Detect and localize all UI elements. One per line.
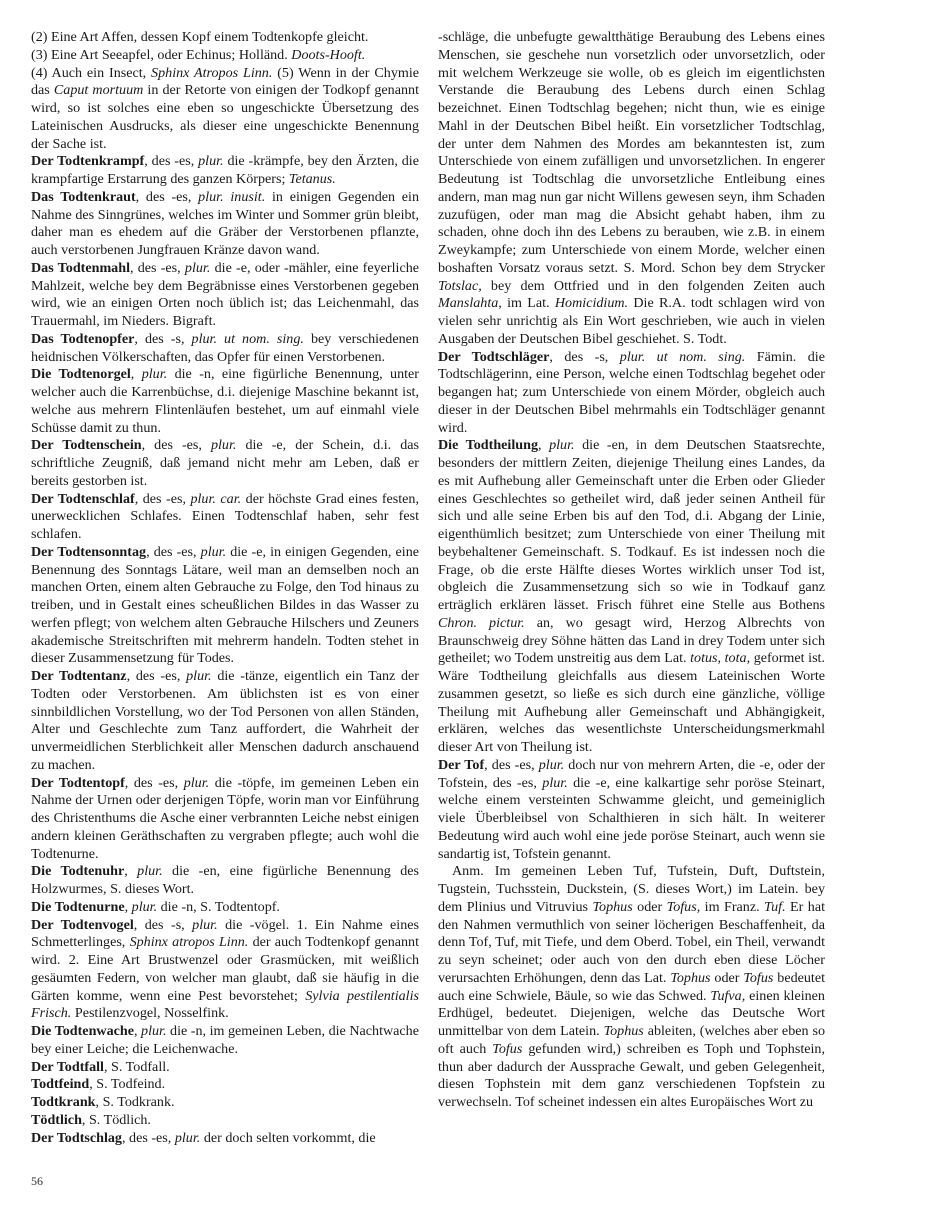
- italic-term: plur. car.: [190, 490, 242, 507]
- entry-text: in der Retorte von einigen der Todkopf genannt wird, so ist solches eine eben so ungeschickte Übersetzung des Lateinischen Ausdrucks, als dieser eine ungeschickte Benennung der Sache ist.: [31, 82, 419, 152]
- entry-text: bey dem Ottfried und in den folgenden Zeiten auch: [481, 277, 825, 294]
- italic-term: plur.: [141, 1023, 167, 1039]
- entry-text: Fämin. die Todtschlägerinn, eine Person, welche einen Todtschlag begehet oder begangen hat; zum Unterschiede von einem Mörder, obgleich auch dieser in der Deutschen Bibel mehrmahls ein Todtschläger genannt wird.: [438, 348, 825, 436]
- entry-text: die -e, in einigen Gegenden, eine Benennung des Sonntags Lätare, weil man an demselben noch an manchen Orten, einem alten Gebrauche zu Folge, den Tod hinaus zu treiben, und in Gestalt eines scheußlichen Bildes in das Wasser zu werfen pflegt; von welchem alten Gebrauche Hilschers und Zeuners akademische Streitschriften mit mehrerm handeln. Todten stehet in dieser Zusammensetzung für Todes.: [31, 543, 419, 667]
- entry-text: (4) Auch ein Insect,: [31, 64, 152, 81]
- entry-text: die -n, S. Todtentopf.: [157, 898, 280, 915]
- entry-text: , S. Tödlich.: [81, 1111, 151, 1128]
- entry-text: ,: [538, 437, 550, 454]
- entry-text: , S. Todfeind.: [89, 1076, 166, 1093]
- entry-text: die -n, im gemeinen Leben, die Nachtwache bey einer Leiche; die Leichenwache.: [31, 1023, 419, 1057]
- entry-text: ,: [124, 863, 138, 880]
- dictionary-entry: [31, 189, 419, 260]
- entry-text: (5) Wenn in der Chymie das: [31, 64, 419, 99]
- entry-text: , des -es,: [130, 259, 185, 276]
- headword: Todtkrank: [31, 1094, 96, 1110]
- dictionary-entry: [31, 366, 419, 437]
- italic-term: plur.: [183, 774, 210, 791]
- dictionary-entry: [31, 331, 419, 367]
- italic-term: Tofus: [743, 969, 774, 986]
- entry-text: Anm. Im gemeinen Leben Tuf, Tufstein, Duft, Duftstein, Tugstein, Tuchsstein, Duckstein, (S. dieses Wort,) im Latein. bey dem Plinius und Vitruvius: [438, 863, 825, 915]
- italic-term: plur. ut nom. sing.: [619, 348, 746, 365]
- italic-term: plur.: [538, 756, 565, 773]
- italic-term: Caput mortuum: [53, 82, 144, 99]
- dictionary-entry: [31, 917, 419, 1024]
- headword: Die Todtenurne: [31, 898, 125, 915]
- entry-text: einen kleinen Erdhügel, bedeutet. Diejenigen, welche das Deutsche Wort unmittelbar von dem Latein.: [438, 987, 825, 1039]
- entry-text: die -en, in dem Deutschen Staatsrechte, besonders der mittlern Zeiten, diejenige Theilung eines Landes, da es mit Aufhebung aller Gemeinschaft unter die Erben oder Glieder eines Geschlechtes so getheilet wird, daß jeder seinen Antheil für sich und alle seine Erben bis auf den Tod, d.i. Abgang der Linie, eigenthümlich besitzet; zum Unterschiede von einer Theilung mit beybehaltener Gemeinschaft. S. Todkauf. Es ist indessen noch die Frage, ob die erste Hälfte dieses Wortes wirklich unser Tod ist, obgleich die Zusammensetzung sich so wie in Todkauf ganz erträglich erklären lässet. Frisch führet eine Stelle aus Bothens: [438, 437, 826, 613]
- italic-term: Homicidium.: [554, 295, 629, 312]
- headword: Der Todtentanz: [31, 668, 127, 684]
- italic-term: Tuf.: [764, 898, 786, 915]
- entry-text: die -e, der Schein, d.i. das schriftliche Zeugniß, daß jemand nicht mehr am Leben, daß er bereits gestorben ist.: [31, 437, 419, 489]
- dictionary-entry: [31, 491, 419, 544]
- italic-term: plur. inusit.: [198, 188, 266, 205]
- italic-term: plur.: [198, 153, 224, 170]
- entry-text: im Lat.: [501, 295, 555, 312]
- entry-text: , S. Todkrank.: [95, 1094, 175, 1110]
- entry-text: in einigen Gegenden ein Nahme des Sinngrünes, welches im Winter und Sommer grün bleibt, daher man es ehedem auf die Gräber der Verstorbenen pflanzte, auch verstorbenen Jungfrauen Kränze davon wand.: [31, 188, 420, 258]
- entry-text: die -e, oder -mähler, eine feyerliche Mahlzeit, welche bey dem Begräbnisse eines Verstorbenen gegeben wird, wie an einigen Orten noch üblich ist; das Leichenmahl, das Trauermahl, im Nieders. Bigraft.: [31, 259, 419, 329]
- entry-text: im Franz.: [700, 898, 765, 915]
- headword: Todtfeind: [31, 1076, 90, 1093]
- italic-term: plur.: [184, 259, 211, 276]
- italic-term: Doots-Hooft.: [291, 46, 366, 63]
- italic-term: Sylvia pestilentialis Frisch.: [31, 987, 419, 1022]
- headword: Der Todtenvogel: [31, 916, 134, 933]
- dictionary-entry: [31, 668, 419, 775]
- entry-text: , des -es,: [144, 153, 199, 170]
- headword: Das Todtenmahl: [31, 259, 130, 276]
- italic-term: plur.: [186, 668, 212, 684]
- entry-text: doch nur von mehrern Arten, die -e, oder der Tofstein, des -es,: [438, 756, 825, 791]
- dictionary-entry: [31, 29, 419, 47]
- entry-text: die -vögel. 1. Ein Nahme eines Schmetterlinges,: [31, 916, 419, 951]
- italic-term: Totslac,: [438, 277, 482, 294]
- italic-term: plur.: [137, 863, 163, 880]
- italic-term: plur. ut nom. sing.: [191, 330, 304, 347]
- italic-term: Tetanus.: [288, 171, 336, 187]
- italic-term: plur.: [131, 898, 158, 915]
- entry-text: Die R.A. todt schlagen wird von vielen sehr unrichtig als Ein Wort geschrieben, wie auch in vielen Ausgaben der Deutschen Bibel geschiehet. S. Todt.: [438, 295, 825, 347]
- italic-term: Chron. pictur.: [438, 614, 525, 631]
- entry-text: ,: [124, 898, 132, 915]
- dictionary-entry: [31, 544, 419, 668]
- dictionary-entry: [31, 1094, 419, 1112]
- right-column: [438, 29, 825, 1112]
- italic-term: plur.: [549, 437, 575, 454]
- entry-text: ,: [130, 366, 142, 383]
- headword: Der Todtenkrampf: [31, 153, 145, 170]
- entry-text: der höchste Grad eines festen, unerwecklichen Schlafes. Einen Todtenschlaf haben, sehr fest schlafen.: [31, 490, 420, 542]
- italic-term: plur.: [542, 774, 568, 791]
- entry-text: die -töpfe, im gemeinen Leben ein Nahme der Urnen oder derjenigen Töpfe, worin man vor Einführung des Christenthums die Asche einer verbrannten Leiche nebst einigen andern kleinen Geräthschaften zu vergraben pflegte; auch wohl die Todtenurne.: [31, 774, 419, 862]
- entry-text: , des -es,: [141, 437, 211, 454]
- entry-text: , des -es,: [134, 490, 191, 507]
- headword: Der Todtfall: [31, 1058, 104, 1075]
- dictionary-entry: [438, 757, 825, 864]
- entry-text: , des -es,: [126, 668, 187, 684]
- italic-term: plur.: [200, 543, 227, 560]
- dictionary-entry: [31, 1023, 419, 1059]
- italic-term: Tofus: [492, 1040, 523, 1057]
- entry-text: gefunden wird,) schreiben es Toph und Tophstein, thun aber dadurch der Aussprache Gewalt, und geben Gelegenheit, diesen Tophstein mit dem ganz verschiedenen Topfstein zu verwechseln. Tof scheinet indessen ein altes Europäisches Wort zu: [438, 1040, 825, 1110]
- headword: Die Todtenuhr: [31, 863, 125, 880]
- headword: Die Todtenwache: [31, 1023, 134, 1039]
- headword: Der Todtentopf: [31, 774, 125, 791]
- entry-text: ,: [133, 1023, 142, 1039]
- page-number: 56: [31, 1174, 43, 1188]
- italic-term: Tophus: [592, 898, 633, 915]
- entry-text: oder: [632, 898, 667, 915]
- italic-term: plur.: [192, 916, 218, 933]
- headword: Die Todtheilung: [438, 437, 538, 454]
- italic-term: plur.: [141, 366, 168, 383]
- dictionary-entry: [31, 775, 419, 864]
- dictionary-entry: [31, 437, 419, 490]
- entry-text: , des -es,: [484, 756, 539, 773]
- entry-text: , des -es,: [135, 188, 199, 205]
- dictionary-entry: [31, 899, 419, 917]
- entry-text: (3) Eine Art Seeapfel, oder Echinus; Holländ.: [31, 46, 292, 63]
- headword: Der Todtenschlaf: [31, 490, 135, 507]
- entry-text: , des -es,: [124, 774, 184, 791]
- entry-text: , S. Todfall.: [103, 1058, 170, 1075]
- headword: Der Todtschlag: [31, 1129, 122, 1146]
- entry-text: die -tänze, eigentlich ein Tanz der Todten oder Verstorbenen. Am üblichsten ist es von einer sinnbildlichen Vorstellung, wo der Tod Personen von allen Ständen, Alter und Geschlechte zum Tanz auffordert, die Wahrheit der unvermeidlichen Sterblichkeit aller Menschen dadurch anschauend zu machen.: [31, 668, 419, 773]
- headword: Der Tof: [438, 756, 485, 773]
- left-column: [31, 29, 419, 1147]
- dictionary-entry: [438, 863, 825, 1112]
- entry-text: , des -es,: [121, 1129, 175, 1146]
- headword: Der Todtenschein: [31, 437, 142, 454]
- entry-text: Er hat den Nahmen vermuthlich von seiner löcherigen Beschaffenheit, da denn Tof, Tuf, mit Tiefe, und dem Oberd. Tobel, ein Theil, verwandt zu seyn scheinet; oder auch von den durch eben diese Löcher verursachten Erhöhungen, denn das Lat.: [438, 898, 826, 986]
- entry-text: , des -s,: [549, 348, 620, 365]
- entry-text: der doch selten vorkommt, die: [200, 1129, 376, 1146]
- italic-term: plur.: [210, 437, 237, 454]
- headword: Der Todtensonntag: [31, 543, 147, 560]
- entry-text: Pestilenzvogel, Nosselfink.: [71, 1005, 229, 1022]
- italic-term: Sphinx atropos Linn.: [129, 934, 249, 951]
- headword: Die Todtenorgel: [31, 366, 131, 383]
- dictionary-entry: [31, 65, 419, 154]
- headword: Der Todtschläger: [438, 348, 550, 365]
- entry-text: oder: [710, 969, 744, 986]
- italic-term: Tufva,: [710, 987, 746, 1004]
- entry-text: die -n, eine figürliche Benennung, unter welcher auch die Karrenbüchse, d.i. diejenige Maschine bekannt ist, welche aus mehrern Flintenläufen bestehet, um auf einmahl viele Schüsse damit zu thun.: [31, 366, 419, 436]
- headword: Das Todtenkraut: [31, 188, 136, 205]
- dictionary-entry: [31, 1076, 419, 1094]
- dictionary-entry: [438, 437, 825, 757]
- italic-term: plur.: [174, 1129, 201, 1146]
- entry-text: , des -s,: [134, 330, 192, 347]
- italic-term: Tophus: [670, 969, 711, 986]
- dictionary-entry: [31, 1112, 419, 1130]
- entry-text: die -en, eine figürliche Benennung des Holzwurmes, S. dieses Wort.: [31, 863, 420, 897]
- entry-text: , des -s,: [133, 916, 193, 933]
- italic-term: totus, tota,: [690, 650, 751, 667]
- entry-text: , des -es,: [146, 543, 201, 560]
- dictionary-entry: [438, 349, 825, 438]
- dictionary-entry: [31, 863, 419, 899]
- entry-text: an, wo gesagt wird, Herzog Albrechts von Braunschweig drey Söhne hätten das Land in drey Todem unter sich getheilet; wo Todem unstreitig aus dem Lat.: [438, 614, 825, 667]
- entry-text: die -krämpfe, bey den Ärzten, die krampfartige Erstarrung des ganzen Körpers;: [31, 153, 419, 187]
- headword: Das Todtenopfer: [31, 330, 135, 347]
- dictionary-entry: [31, 47, 419, 65]
- entry-text: bey verschiedenen heidnischen Völkerschaften, das Opfer für einen Verstorbenen.: [31, 330, 419, 365]
- entry-text: der auch Todtenkopf genannt wird. 2. Eine Art Brustwenzel oder Grasmücken, mit weißlich gesäumten Federn, von welcher man glaubt, daß sie häufig in die Gärten komme, wenn eine Pest bevorstehet;: [31, 934, 420, 1004]
- dictionary-entry: [438, 29, 825, 349]
- entry-text: bedeutet auch eine Schwiele, Bäule, so wie das Schwed.: [438, 969, 826, 1004]
- dictionary-entry: [31, 260, 419, 331]
- entry-text: die -e, eine kalkartige sehr poröse Steinart, welche einem versteinten Schwamme gleicht, und gemeiniglich viele Überbleibsel von Schalthieren in sich hält. In weiterer Bedeutung wird auch wohl eine jede poröse Steinart, auch wenn sie sandartig ist, Tofstein genannt.: [438, 774, 826, 862]
- italic-term: Tophus: [603, 1023, 644, 1039]
- dictionary-entry: [31, 1059, 419, 1077]
- entry-text: -schläge, die unbefugte gewaltthätige Beraubung des Lebens eines Menschen, sie geschehe nun vorsetzlich oder unvorsetzlich, oder mit welchem Werkzeuge sie wolle, ob es gleich im eigentlichsten Verstande die Beraubung des Lebens durch einen Schlag bezeichnet. Einen Todtschlag begehen; nicht thun, wie es einige Mahl in der Deutschen Bibel heißt. Ein vorsetzlicher Todtschlag, der unter dem Nahmen des Mordes am bekanntesten ist, zum Unterschiede von einem zufälligen und unvorsetzlichen. In engerer Bedeutung ist Todtschlag die unvorsetzliche Entleibung eines andern, man mag nun gar nicht Willens gewesen seyn, ihm Schaden zuzufügen, oder man mag die Absicht gehabt haben, ihm zu schaden, ohne doch ihn des Lebens zu berauben, wie z.B. in einem Zweykampfe; zum Unterschiede von einem Morde, welcher einen boshaften Vorsatz voraus setzt. S. Mord. Schon bey dem Strycker: [438, 29, 825, 276]
- italic-term: Manslahta,: [438, 295, 502, 312]
- italic-term: Tofus,: [666, 898, 701, 915]
- dictionary-entry: [31, 1130, 419, 1148]
- entry-text: (2) Eine Art Affen, dessen Kopf einem Todtenkopfe gleicht.: [31, 29, 369, 45]
- dictionary-entry: [31, 153, 419, 189]
- entry-text: ableiten, (welches aber eben so oft auch: [438, 1023, 825, 1057]
- headword: Tödtlich: [31, 1111, 82, 1128]
- entry-text: geformet ist. Wäre Todtheilung gleichfalls aus diesem Lateinischen Worte zusammen gesetzt, so ließe es sich durch eine gänzliche, völlige Theilung mit Aufhebung aller Gemeinschaft und Abhängigkeit, erklären, welches das wesentlichste Unterscheidungsmerkmahl dieser Art von Theilung ist.: [438, 650, 825, 755]
- italic-term: Sphinx Atropos Linn.: [151, 64, 273, 81]
